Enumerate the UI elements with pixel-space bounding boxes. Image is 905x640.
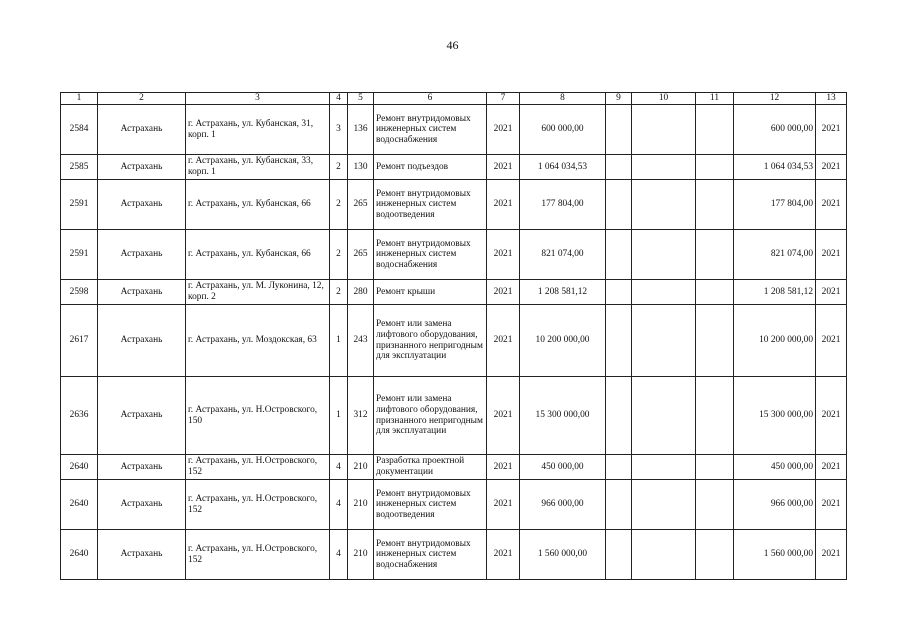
cell-col9 <box>606 377 632 455</box>
cell-col11 <box>696 180 734 230</box>
col-header-11: 11 <box>696 93 734 105</box>
cell-id: 2598 <box>61 280 98 305</box>
cell-total: 966 000,00 <box>734 480 816 530</box>
cell-work-type: Ремонт или замена лифтового оборудования, признанного непригодным для эксплуатации <box>374 305 487 377</box>
cell-year: 2021 <box>487 530 520 580</box>
cell-col4: 1 <box>330 377 348 455</box>
cell-total: 821 074,00 <box>734 230 816 280</box>
cell-col5: 210 <box>348 530 374 580</box>
cell-col5: 136 <box>348 105 374 155</box>
cell-year: 2021 <box>487 105 520 155</box>
cell-id: 2591 <box>61 230 98 280</box>
header-row <box>61 93 847 105</box>
cell-col10 <box>632 105 696 155</box>
cell-amount: 1 560 000,00 <box>520 530 606 580</box>
table-row <box>61 105 847 155</box>
col-header-12: 12 <box>734 93 816 105</box>
table-row <box>61 280 847 305</box>
cell-amount: 15 300 000,00 <box>520 377 606 455</box>
cell-end-year: 2021 <box>816 455 847 480</box>
cell-id: 2584 <box>61 105 98 155</box>
cell-address: г. Астрахань, ул. Н.Островского, 152 <box>186 530 330 580</box>
cell-work-type: Ремонт крыши <box>374 280 487 305</box>
page-number: 46 <box>446 38 459 52</box>
col-header-10: 10 <box>632 93 696 105</box>
cell-col4: 2 <box>330 155 348 180</box>
table-row <box>61 480 847 530</box>
table-row <box>61 530 847 580</box>
cell-address: г. Астрахань, ул. Кубанская, 66 <box>186 230 330 280</box>
cell-amount: 600 000,00 <box>520 105 606 155</box>
register-table <box>60 92 847 580</box>
cell-col10 <box>632 530 696 580</box>
cell-city: Астрахань <box>98 280 186 305</box>
cell-col9 <box>606 305 632 377</box>
cell-year: 2021 <box>487 180 520 230</box>
col-header-1: 1 <box>61 93 98 105</box>
cell-end-year: 2021 <box>816 105 847 155</box>
table-row <box>61 377 847 455</box>
cell-id: 2585 <box>61 155 98 180</box>
cell-amount: 1 064 034,53 <box>520 155 606 180</box>
cell-work-type: Ремонт внутридомовых инженерных систем водоснабжения <box>374 105 487 155</box>
cell-year: 2021 <box>487 480 520 530</box>
cell-col11 <box>696 480 734 530</box>
cell-col11 <box>696 280 734 305</box>
cell-id: 2636 <box>61 377 98 455</box>
cell-col4: 2 <box>330 280 348 305</box>
cell-address: г. Астрахань, ул. Н.Островского, 150 <box>186 377 330 455</box>
cell-city: Астрахань <box>98 155 186 180</box>
cell-col10 <box>632 180 696 230</box>
cell-col11 <box>696 155 734 180</box>
cell-address: г. Астрахань, ул. Кубанская, 31, корп. 1 <box>186 105 330 155</box>
cell-year: 2021 <box>487 280 520 305</box>
cell-col5: 210 <box>348 480 374 530</box>
cell-amount: 821 074,00 <box>520 230 606 280</box>
cell-address: г. Астрахань, ул. Кубанская, 66 <box>186 180 330 230</box>
cell-id: 2591 <box>61 180 98 230</box>
col-header-8: 8 <box>520 93 606 105</box>
cell-col4: 1 <box>330 305 348 377</box>
cell-col9 <box>606 280 632 305</box>
cell-col9 <box>606 230 632 280</box>
cell-year: 2021 <box>487 305 520 377</box>
cell-col11 <box>696 305 734 377</box>
cell-col5: 130 <box>348 155 374 180</box>
cell-col5: 210 <box>348 455 374 480</box>
cell-col9 <box>606 480 632 530</box>
cell-work-type: Ремонт внутридомовых инженерных систем водоотведения <box>374 480 487 530</box>
table-header <box>61 93 847 105</box>
cell-col9 <box>606 455 632 480</box>
cell-col9 <box>606 105 632 155</box>
cell-col11 <box>696 530 734 580</box>
cell-work-type: Ремонт или замена лифтового оборудования, признанного непригодным для эксплуатации <box>374 377 487 455</box>
cell-end-year: 2021 <box>816 180 847 230</box>
cell-end-year: 2021 <box>816 480 847 530</box>
cell-year: 2021 <box>487 155 520 180</box>
cell-col4: 2 <box>330 180 348 230</box>
table-row <box>61 305 847 377</box>
cell-col10 <box>632 230 696 280</box>
cell-city: Астрахань <box>98 180 186 230</box>
cell-city: Астрахань <box>98 305 186 377</box>
cell-total: 15 300 000,00 <box>734 377 816 455</box>
cell-amount: 450 000,00 <box>520 455 606 480</box>
cell-city: Астрахань <box>98 480 186 530</box>
cell-address: г. Астрахань, ул. Н.Островского, 152 <box>186 455 330 480</box>
cell-work-type: Ремонт подъездов <box>374 155 487 180</box>
cell-col4: 3 <box>330 105 348 155</box>
cell-city: Астрахань <box>98 530 186 580</box>
table-body <box>61 105 847 580</box>
cell-address: г. Астрахань, ул. М. Луконина, 12, корп. 2 <box>186 280 330 305</box>
cell-id: 2617 <box>61 305 98 377</box>
cell-col10 <box>632 480 696 530</box>
cell-year: 2021 <box>487 230 520 280</box>
cell-end-year: 2021 <box>816 377 847 455</box>
cell-address: г. Астрахань, ул. Моздокская, 63 <box>186 305 330 377</box>
cell-work-type: Ремонт внутридомовых инженерных систем водоотведения <box>374 180 487 230</box>
cell-amount: 10 200 000,00 <box>520 305 606 377</box>
cell-total: 177 804,00 <box>734 180 816 230</box>
table-row <box>61 230 847 280</box>
cell-city: Астрахань <box>98 105 186 155</box>
cell-col11 <box>696 105 734 155</box>
cell-col5: 243 <box>348 305 374 377</box>
cell-col5: 265 <box>348 230 374 280</box>
cell-col9 <box>606 180 632 230</box>
cell-end-year: 2021 <box>816 230 847 280</box>
cell-amount: 966 000,00 <box>520 480 606 530</box>
cell-col9 <box>606 155 632 180</box>
cell-col10 <box>632 377 696 455</box>
cell-work-type: Ремонт внутридомовых инженерных систем водоснабжения <box>374 530 487 580</box>
cell-total: 1 560 000,00 <box>734 530 816 580</box>
table-row <box>61 455 847 480</box>
cell-col11 <box>696 455 734 480</box>
col-header-2: 2 <box>98 93 186 105</box>
col-header-3: 3 <box>186 93 330 105</box>
cell-city: Астрахань <box>98 455 186 480</box>
col-header-4: 4 <box>330 93 348 105</box>
cell-end-year: 2021 <box>816 280 847 305</box>
cell-end-year: 2021 <box>816 530 847 580</box>
cell-year: 2021 <box>487 455 520 480</box>
cell-end-year: 2021 <box>816 305 847 377</box>
cell-amount: 177 804,00 <box>520 180 606 230</box>
cell-col4: 4 <box>330 480 348 530</box>
cell-col5: 280 <box>348 280 374 305</box>
cell-col10 <box>632 280 696 305</box>
cell-id: 2640 <box>61 455 98 480</box>
col-header-5: 5 <box>348 93 374 105</box>
cell-year: 2021 <box>487 377 520 455</box>
cell-col10 <box>632 455 696 480</box>
cell-address: г. Астрахань, ул. Кубанская, 33, корп. 1 <box>186 155 330 180</box>
cell-city: Астрахань <box>98 377 186 455</box>
cell-id: 2640 <box>61 480 98 530</box>
cell-col11 <box>696 230 734 280</box>
cell-total: 450 000,00 <box>734 455 816 480</box>
cell-total: 10 200 000,00 <box>734 305 816 377</box>
col-header-13: 13 <box>816 93 847 105</box>
col-header-7: 7 <box>487 93 520 105</box>
cell-col4: 4 <box>330 455 348 480</box>
cell-col10 <box>632 155 696 180</box>
cell-end-year: 2021 <box>816 155 847 180</box>
cell-col5: 312 <box>348 377 374 455</box>
cell-id: 2640 <box>61 530 98 580</box>
col-header-9: 9 <box>606 93 632 105</box>
cell-total: 600 000,00 <box>734 105 816 155</box>
col-header-6: 6 <box>374 93 487 105</box>
cell-address: г. Астрахань, ул. Н.Островского, 152 <box>186 480 330 530</box>
cell-city: Астрахань <box>98 230 186 280</box>
cell-work-type: Разработка проектной документации <box>374 455 487 480</box>
table-row <box>61 155 847 180</box>
cell-col5: 265 <box>348 180 374 230</box>
cell-amount: 1 208 581,12 <box>520 280 606 305</box>
table-row <box>61 180 847 230</box>
cell-col10 <box>632 305 696 377</box>
cell-col9 <box>606 530 632 580</box>
cell-col4: 2 <box>330 230 348 280</box>
cell-total: 1 064 034,53 <box>734 155 816 180</box>
cell-total: 1 208 581,12 <box>734 280 816 305</box>
cell-col4: 4 <box>330 530 348 580</box>
cell-col11 <box>696 377 734 455</box>
cell-work-type: Ремонт внутридомовых инженерных систем водоснабжения <box>374 230 487 280</box>
